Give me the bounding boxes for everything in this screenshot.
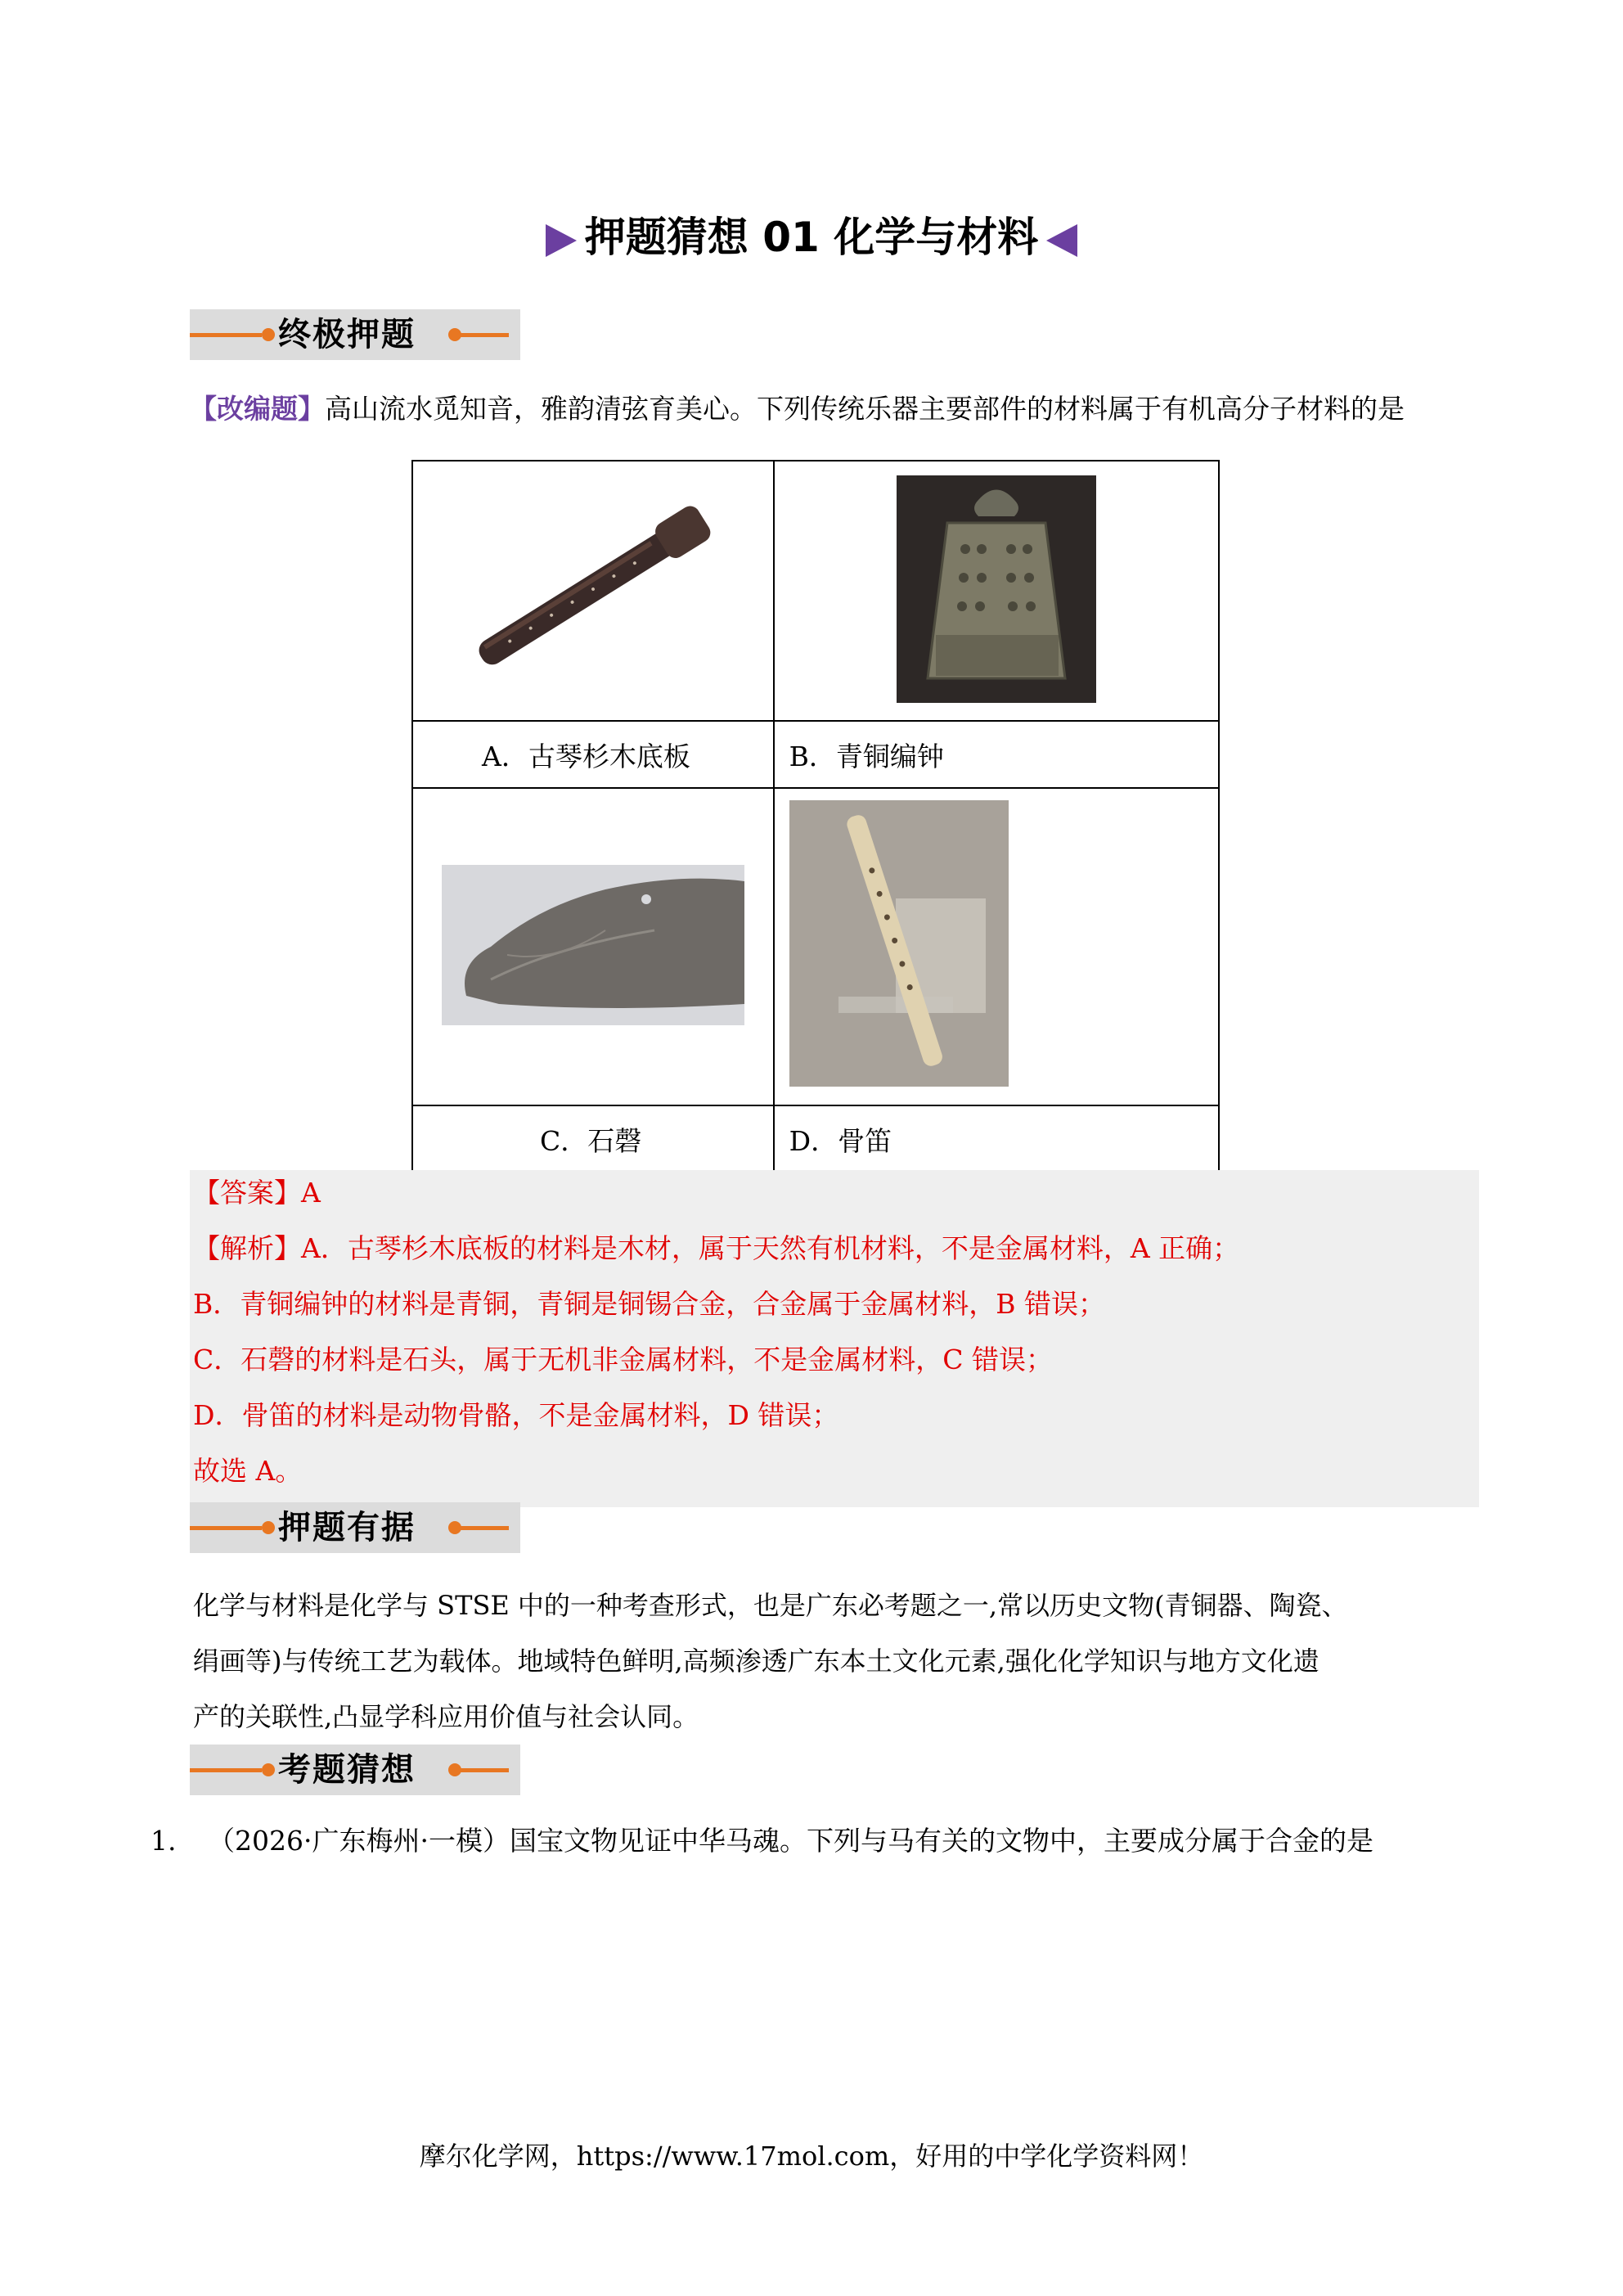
dot-icon [262,1763,275,1776]
option-d-label: D．骨笛 [789,1124,892,1157]
analysis-line-c: C．石磬的材料是石头，属于无机非金属材料，不是金属材料，C 错误； [193,1344,1053,1375]
answer-line: 【答案】A [193,1177,321,1209]
page-title [0,205,1623,270]
basis-line: 绢画等)与传统工艺为载体。地域特色鲜明,高频渗透广东本土文化元素,强化化学知识与地方文化遗 [193,1645,1320,1677]
option-d-label-cell [774,1105,1219,1173]
section-title: 终极押题 [278,316,416,353]
dot-icon [262,328,275,341]
guqin-image [446,487,740,691]
question-stem: 高山流水觅知音，雅韵清弦育美心。下列传统乐器主要部件的材料属于有机高分子材料的是 [325,393,1405,425]
section-banner-final [190,309,520,360]
section-banner-guess [190,1745,520,1795]
question-1 [151,1821,1373,1861]
option-c-image-cell [412,788,774,1105]
option-c-label-cell [412,1105,774,1173]
option-a-image-cell [412,461,774,721]
question-tag: 【改编题】 [190,393,325,425]
analysis-line-d: D．骨笛的材料是动物骨骼，不是金属材料，D 错误； [193,1399,839,1431]
option-b-label-cell [774,721,1219,788]
basis-line: 产的关联性,凸显学科应用价值与社会认同。 [193,1701,699,1732]
basis-line: 化学与材料是化学与 STSE 中的一种考查形式，也是广东必考题之一,常以历史文物(青铜器、陶瓷、 [193,1590,1348,1621]
question-1-text: （2026·广东梅州·一模）国宝文物见证中华马魂。下列与马有关的文物中，主要成分属于合金的是 [208,1825,1373,1857]
option-a-label: A．古琴杉木底板 [482,740,690,772]
option-b-label: B．青铜编钟 [789,740,944,772]
stone-chime-image [442,865,744,1025]
analysis-line-b: B．青铜编钟的材料是青铜，青铜是铜锡合金，合金属于金属材料，B 错误； [193,1288,1105,1320]
right-triangle-icon [546,224,577,257]
section-title: 押题有据 [278,1509,416,1546]
dot-icon [262,1521,275,1534]
option-b-image-cell [774,461,1219,721]
basis-paragraph [193,1578,1502,1745]
answer-block [190,1170,1479,1507]
analysis-line-a: 【解析】A．古琴杉木底板的材料是木材，属于天然有机材料，不是金属材料，A 正确； [193,1232,1240,1264]
options-table [411,460,1220,1173]
page-footer: 摩尔化学网，https://www.17mol.com，好用的中学化学资料网！ [419,2141,1204,2172]
section-banner-basis [190,1502,520,1553]
option-d-image-cell [774,788,1219,1105]
analysis-conclusion: 故选 A。 [193,1455,303,1487]
section-title: 考题猜想 [278,1751,416,1789]
question-number: 1. [151,1825,177,1857]
question-text [190,389,1499,429]
left-triangle-icon [1046,224,1077,257]
bone-flute-image [789,800,1009,1087]
bronze-bell-image [897,475,1096,703]
option-c-label: C．石磬 [540,1124,642,1157]
page-title-text: 押题猜想 01 化学与材料 [584,214,1039,261]
option-a-label-cell [412,721,774,788]
